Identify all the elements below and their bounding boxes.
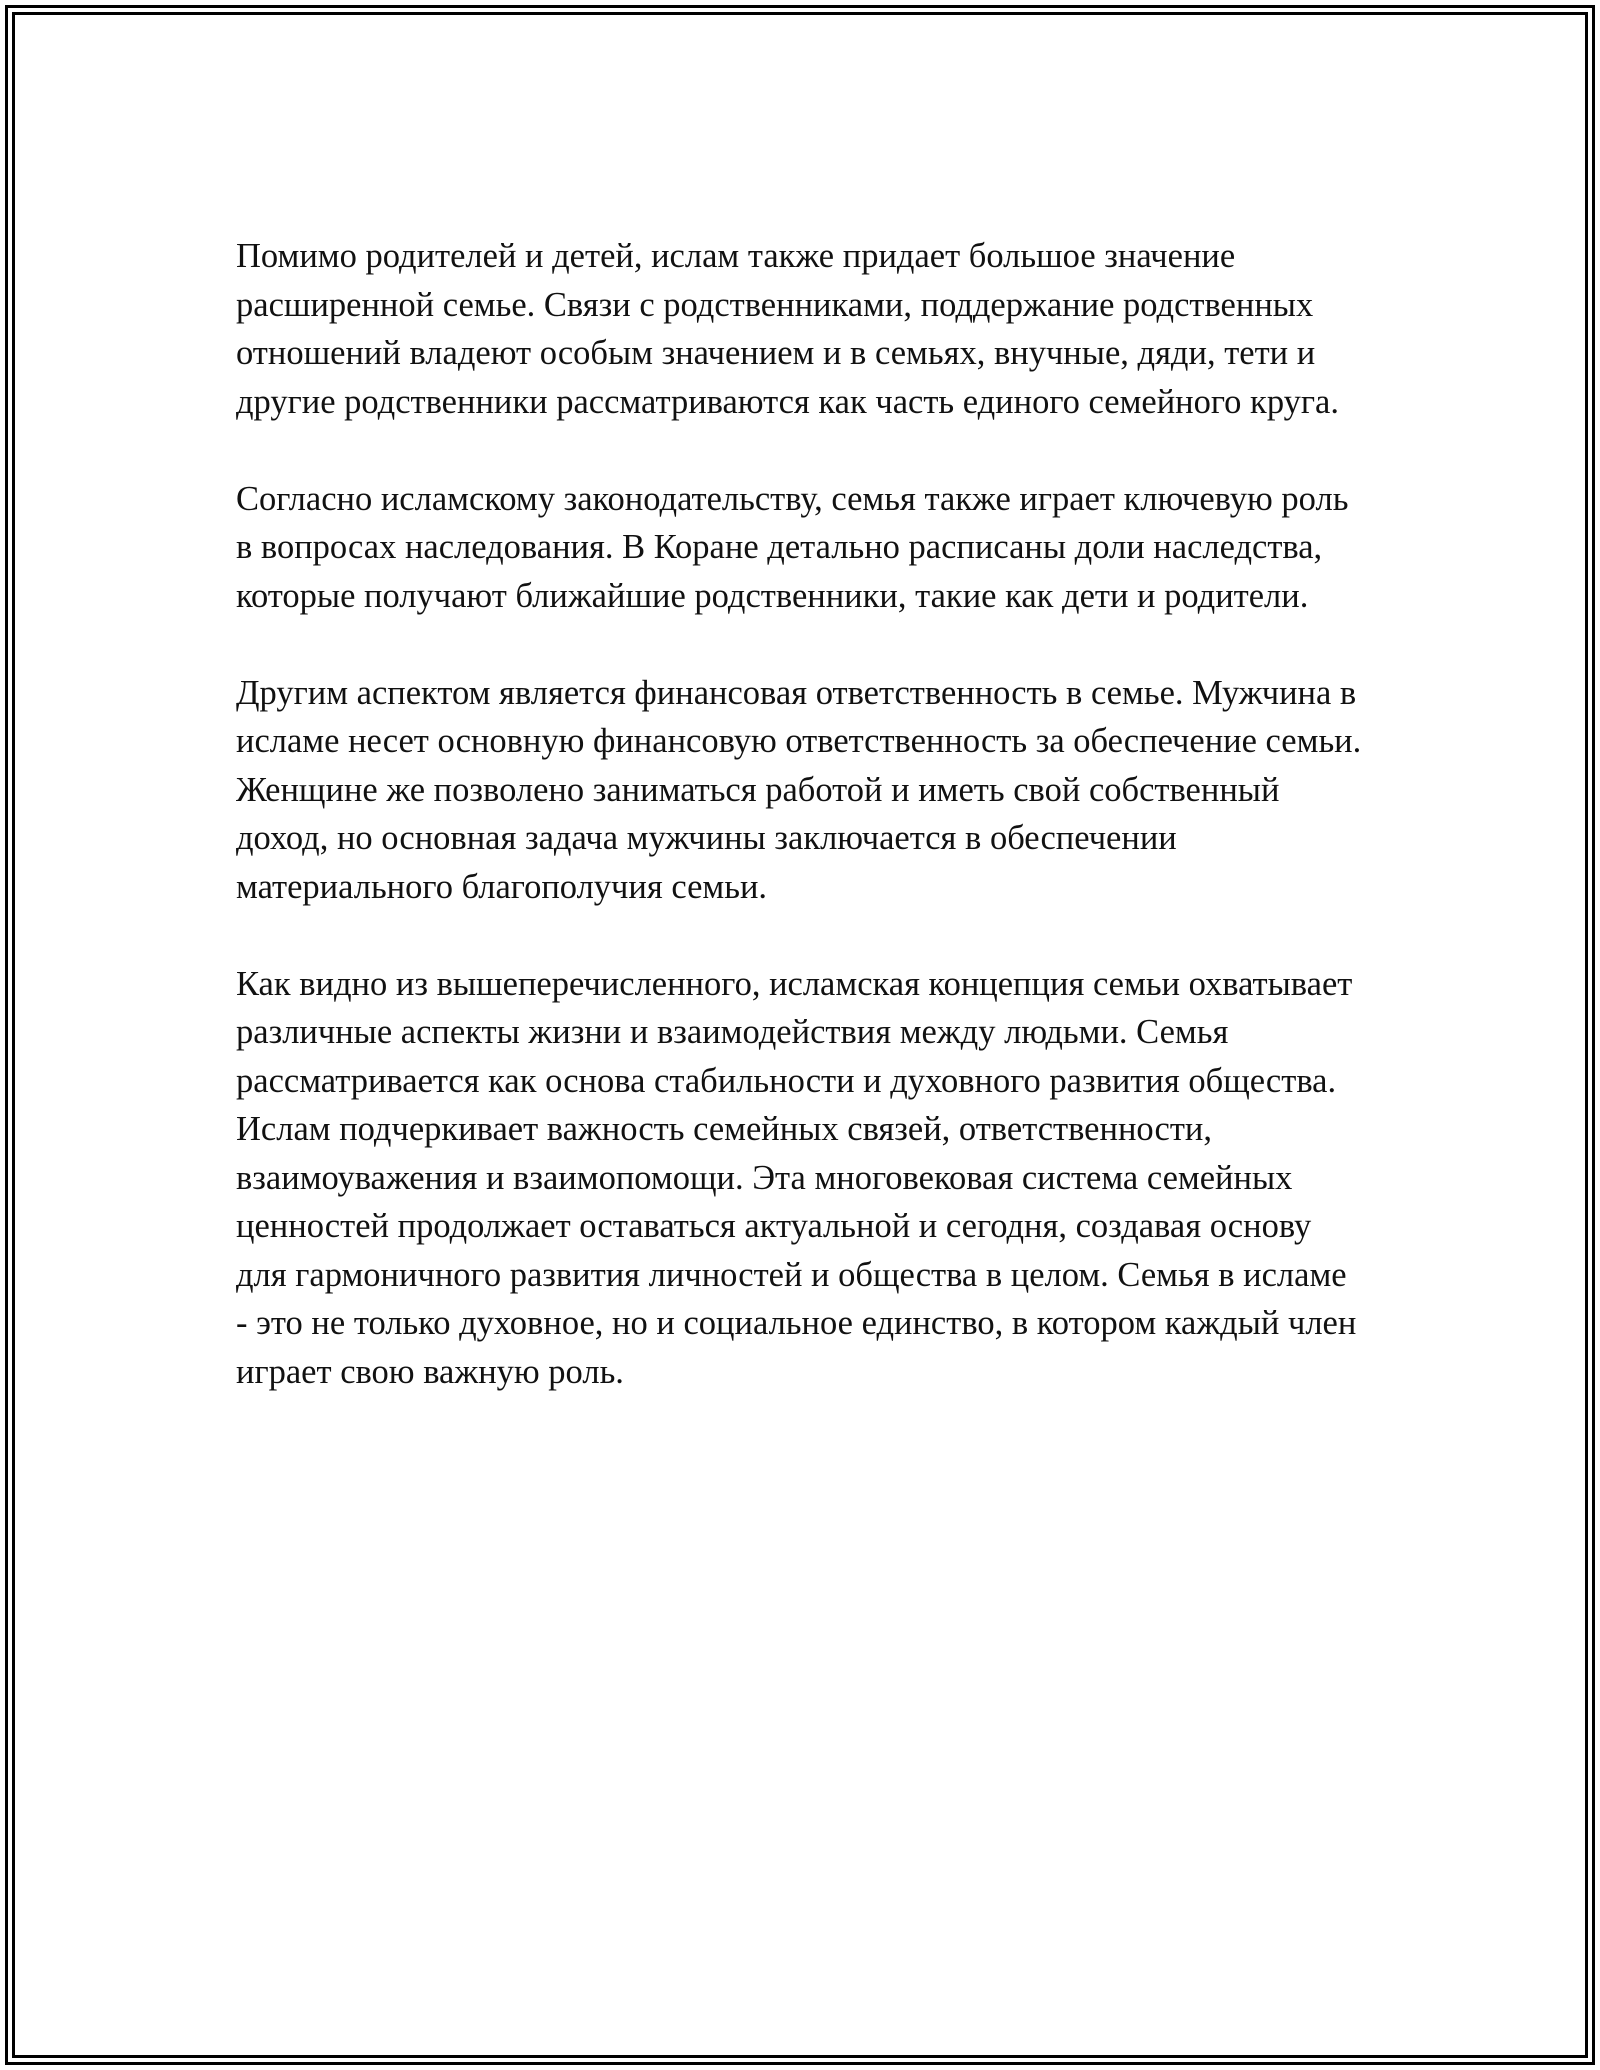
paragraph-financial-responsibility: Другим аспектом является финансовая ответственность в семье. Мужчина в исламе несет основную финансовую ответственность за обеспечение семьи. Женщине же позволено заниматься работой и иметь свой собственный доход, но основная задача мужчины заключается в обеспечении материального благополучия семьи. bbox=[236, 673, 1362, 906]
paragraph-conclusion: Как видно из вышеперечисленного, исламская концепция семьи охватывает различные аспекты жизни и взаимодействия между людьми. Семья рассматривается как основа стабильности и духовного развития общества. Ислам подчеркивает важность семейных связей, ответственности, взаимоуважения и взаимопомощи. Эта многовековая система семейных ценностей продолжает оставаться актуальной и сегодня, создавая основу для гармоничного развития личностей и общества в целом. Семья в исламе - это не только духовное, но и социальное единство, в котором каждый член играет свою важную роль. bbox=[236, 964, 1357, 1391]
document-body bbox=[236, 232, 1366, 1396]
paragraph-extended-family: Помимо родителей и детей, ислам также придает большое значение расширенной семье. Связи с родственниками, поддержание родственных отношений владеют особым значением и в семьях, внучные, дяди, тети и другие родственники рассматриваются как часть единого семейного круга. bbox=[236, 237, 1339, 421]
paragraph-inheritance: Согласно исламскому законодательству, семья также играет ключевую роль в вопросах наследования. В Коране детально расписаны доли наследства, которые получают ближайшие родственники, такие как дети и родители. bbox=[236, 479, 1349, 615]
